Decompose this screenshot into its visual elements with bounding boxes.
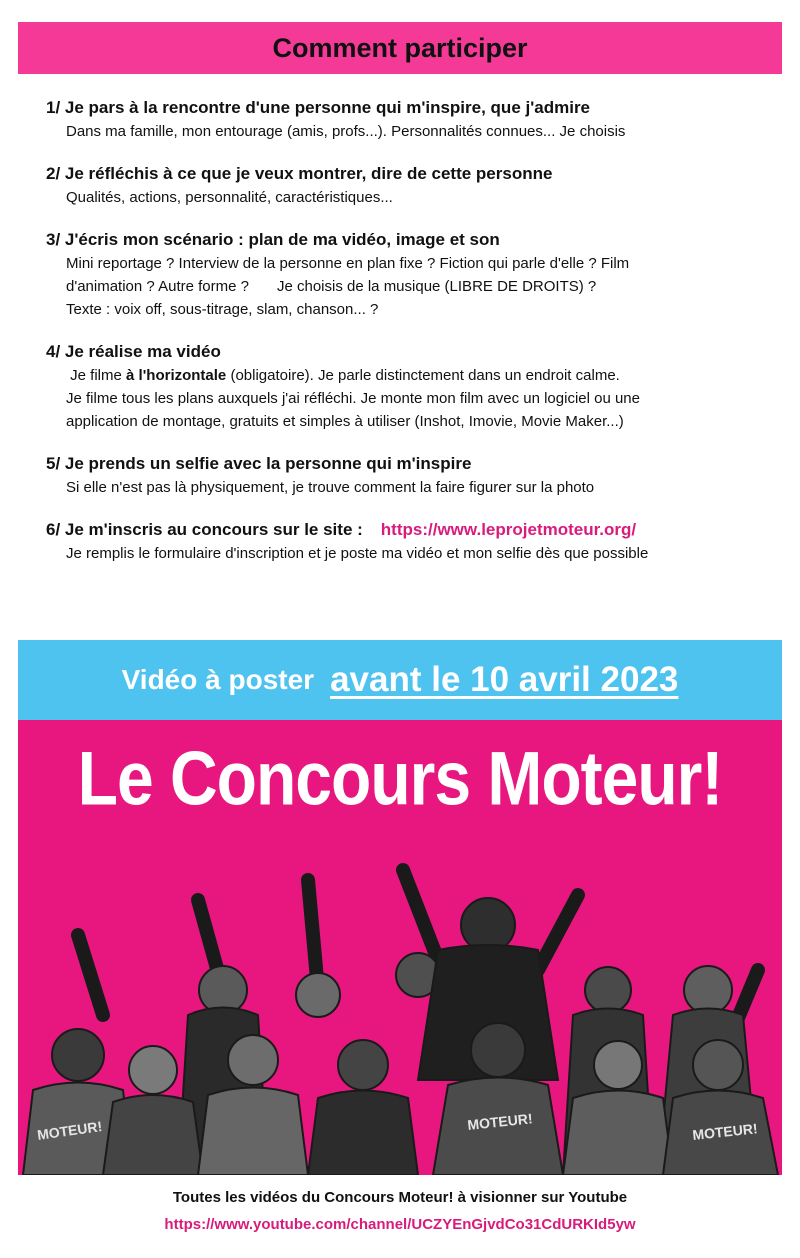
raised-arm (78, 935, 103, 1015)
step-body (46, 120, 766, 143)
steps-list (46, 96, 766, 584)
person-head (585, 967, 631, 1013)
step-5 (46, 452, 766, 499)
step-line: Qualités, actions, personnalité, caractéristiques... (66, 189, 393, 206)
person-body (563, 1091, 673, 1176)
step-line-part: Je choisis de la musique (LIBRE DE DROITS) ? (276, 278, 597, 295)
step-line: Si elle n'est pas là physiquement, je trouve comment la faire figurer sur la photo (66, 479, 595, 496)
step-title: 3/ J'écris mon scénario : plan de ma vidéo, image et son (46, 230, 500, 249)
person-body (198, 1088, 308, 1176)
step-line-part: d'animation ? Autre forme ? (66, 278, 249, 295)
step-line (66, 275, 766, 298)
raised-arm (538, 895, 578, 970)
crowd-photo (18, 840, 782, 1175)
step-title: 4/ Je réalise ma vidéo (46, 342, 221, 361)
contest-panel (18, 720, 782, 1175)
step-line: Texte : voix off, sous-titrage, slam, chanson... ? (66, 301, 379, 318)
step-line-part: Je filme (70, 367, 122, 384)
site-link[interactable]: https://www.leprojetmoteur.org/ (380, 520, 637, 539)
person-head (594, 1041, 642, 1089)
person-head (693, 1040, 743, 1090)
contest-title: Le Concours Moteur! (77, 735, 723, 821)
step-body (46, 252, 766, 321)
deadline-date: avant le 10 avril 2023 (330, 660, 679, 699)
shirt-label: MOTEUR! (36, 1118, 104, 1143)
emphasis-horizontal: à l'horizontale (126, 367, 227, 384)
person-body (308, 1091, 418, 1176)
person-head (471, 1023, 525, 1077)
step-6 (46, 518, 766, 565)
step-title (46, 518, 766, 542)
step-2 (46, 162, 766, 209)
step-title: 2/ Je réfléchis à ce que je veux montrer, dire de cette personne (46, 164, 553, 183)
youtube-link[interactable]: https://www.youtube.com/channel/UCZYEnGjvdCo31CdURKId5yw (164, 1216, 636, 1233)
person-head (461, 898, 515, 952)
crowd-illustration (23, 870, 778, 1175)
step-line: Mini reportage ? Interview de la personne en plan fixe ? Fiction qui parle d'elle ? Film (66, 255, 630, 272)
step-line (66, 364, 766, 387)
header-band (18, 22, 782, 74)
deadline-banner (18, 640, 782, 720)
step-title-text: 6/ Je m'inscris au concours sur le site : (46, 520, 363, 539)
step-line-part: (obligatoire). Je parle distinctement dans un endroit calme. (230, 367, 620, 384)
person-body (103, 1095, 203, 1175)
person-head (338, 1040, 388, 1090)
person-head (296, 973, 340, 1017)
step-title: 5/ Je prends un selfie avec la personne qui m'inspire (46, 454, 472, 473)
step-line: Je filme tous les plans auxquels j'ai réfléchi. Je monte mon film avec un logiciel ou une (66, 390, 640, 407)
person-head (684, 966, 732, 1014)
step-line: Dans ma famille, mon entourage (amis, profs...). Personnalités connues... Je choisis (66, 123, 626, 140)
step-3 (46, 228, 766, 321)
footer-caption: Toutes les vidéos du Concours Moteur! à visionner sur Youtube (172, 1189, 628, 1206)
shirt-label: MOTEUR! (466, 1110, 534, 1133)
raised-arm (403, 870, 438, 960)
person-head (228, 1035, 278, 1085)
footer (0, 1184, 800, 1238)
person-head (129, 1046, 177, 1094)
step-body (46, 364, 766, 433)
step-1 (46, 96, 766, 143)
person-head (52, 1029, 104, 1081)
step-body (46, 186, 766, 209)
step-body (46, 542, 766, 565)
step-4 (46, 340, 766, 433)
step-line: application de montage, gratuits et simples à utiliser (Inshot, Imovie, Movie Maker...) (66, 413, 624, 430)
deadline-lead: Vidéo à poster (121, 664, 315, 695)
shirt-label: MOTEUR! (691, 1120, 759, 1143)
step-line: Je remplis le formulaire d'inscription et je poste ma vidéo et mon selfie dès que possible (66, 545, 649, 562)
step-body (46, 476, 766, 499)
step-title: 1/ Je pars à la rencontre d'une personne qui m'inspire, que j'admire (46, 98, 591, 117)
page-title: Comment participer (272, 32, 528, 63)
